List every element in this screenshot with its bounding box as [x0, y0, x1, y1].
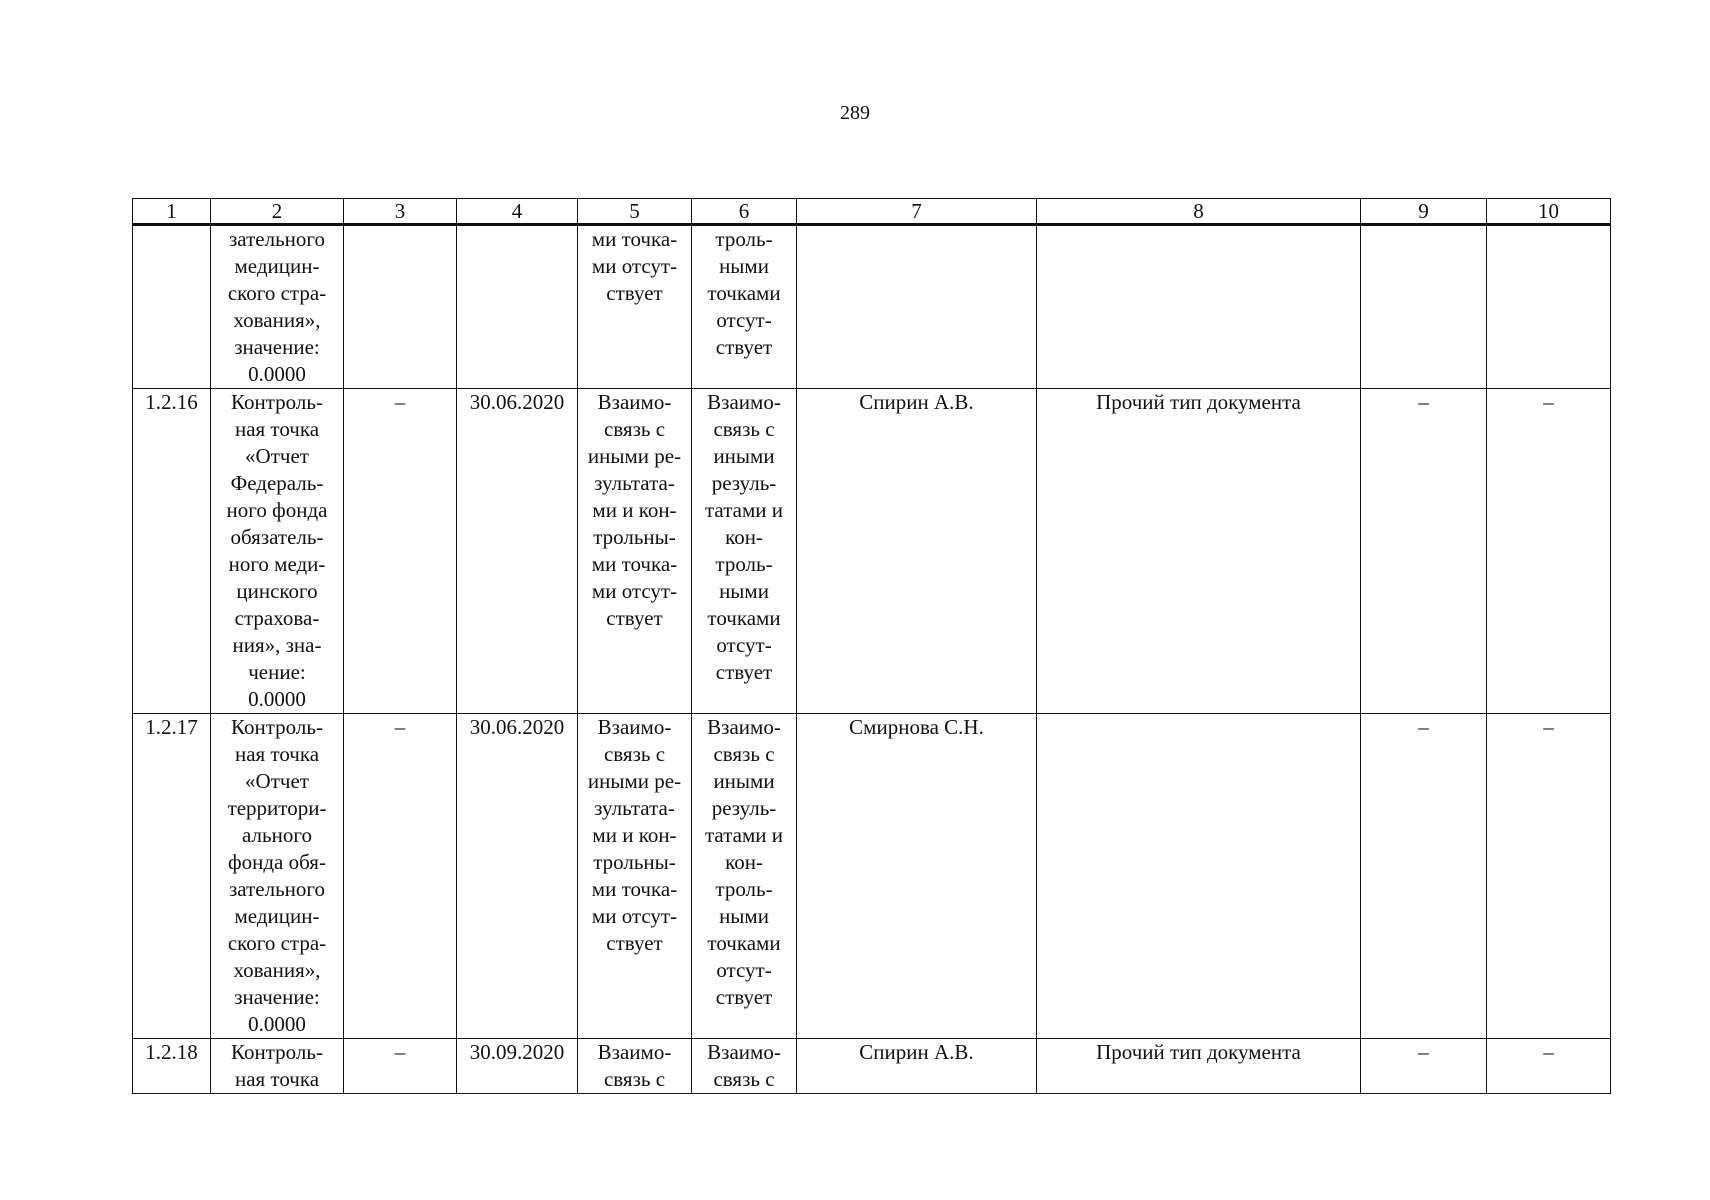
cell-number: 1.2.17: [133, 714, 211, 1039]
cell-date: 30.06.2020: [457, 389, 578, 714]
column-header-9: 9: [1361, 199, 1487, 225]
cell-date: 30.09.2020: [457, 1039, 578, 1094]
cell-name: зательного медицин- ского стра- хования», значение: 0.0000: [211, 225, 344, 389]
cell-name: Контроль- ная точка: [211, 1039, 344, 1094]
table-row: [133, 225, 1611, 389]
cell-relation-b: троль- ными точками отсут- ствует: [692, 225, 797, 389]
cell-responsible: [797, 225, 1037, 389]
cell-col9: –: [1361, 1039, 1487, 1094]
cell-responsible: Смирнова С.Н.: [797, 714, 1037, 1039]
cell-relation-b: Взаимо- связь с: [692, 1039, 797, 1094]
cell-date: [457, 225, 578, 389]
table-header-row: [133, 199, 1611, 225]
column-header-1: 1: [133, 199, 211, 225]
column-header-5: 5: [578, 199, 692, 225]
page-number: 289: [840, 102, 870, 124]
cell-name: Контроль- ная точка «Отчет Федераль- ного фонда обязатель- ного меди- цинского страхова- ния», зна- чение: 0.0000: [211, 389, 344, 714]
cell-number: [133, 225, 211, 389]
column-header-3: 3: [344, 199, 457, 225]
cell-document-type: Прочий тип документа: [1037, 389, 1361, 714]
cell-col3: –: [344, 389, 457, 714]
table-row: [133, 389, 1611, 714]
cell-number: 1.2.18: [133, 1039, 211, 1094]
cell-col10: [1487, 225, 1611, 389]
cell-col3: [344, 225, 457, 389]
cell-col3: –: [344, 714, 457, 1039]
column-header-4: 4: [457, 199, 578, 225]
cell-col10: –: [1487, 389, 1611, 714]
cell-col9: –: [1361, 714, 1487, 1039]
cell-document-type: [1037, 225, 1361, 389]
cell-col9: –: [1361, 389, 1487, 714]
column-header-10: 10: [1487, 199, 1611, 225]
table-row: [133, 714, 1611, 1039]
cell-col3: –: [344, 1039, 457, 1094]
cell-relation-a: Взаимо- связь с иными ре- зультата- ми и кон- трольны- ми точка- ми отсут- ствует: [578, 389, 692, 714]
column-header-7: 7: [797, 199, 1037, 225]
cell-date: 30.06.2020: [457, 714, 578, 1039]
cell-document-type: Прочий тип документа: [1037, 1039, 1361, 1094]
cell-col10: –: [1487, 1039, 1611, 1094]
cell-col9: [1361, 225, 1487, 389]
cell-relation-a: Взаимо- связь с: [578, 1039, 692, 1094]
cell-relation-a: Взаимо- связь с иными ре- зультата- ми и кон- трольны- ми точка- ми отсут- ствует: [578, 714, 692, 1039]
cell-relation-a: ми точка- ми отсут- ствует: [578, 225, 692, 389]
cell-col10: –: [1487, 714, 1611, 1039]
column-header-8: 8: [1037, 199, 1361, 225]
cell-responsible: Спирин А.В.: [797, 1039, 1037, 1094]
cell-number: 1.2.16: [133, 389, 211, 714]
cell-relation-b: Взаимо- связь с иными резуль- татами и кон- троль- ными точками отсут- ствует: [692, 714, 797, 1039]
cell-document-type: [1037, 714, 1361, 1039]
cell-responsible: Спирин А.В.: [797, 389, 1037, 714]
cell-name: Контроль- ная точка «Отчет территори- ального фонда обя- зательного медицин- ского стра- хования», значение: 0.0000: [211, 714, 344, 1039]
column-header-6: 6: [692, 199, 797, 225]
cell-relation-b: Взаимо- связь с иными резуль- татами и кон- троль- ными точками отсут- ствует: [692, 389, 797, 714]
document-table: [132, 198, 1611, 1094]
column-header-2: 2: [211, 199, 344, 225]
table-row: [133, 1039, 1611, 1094]
